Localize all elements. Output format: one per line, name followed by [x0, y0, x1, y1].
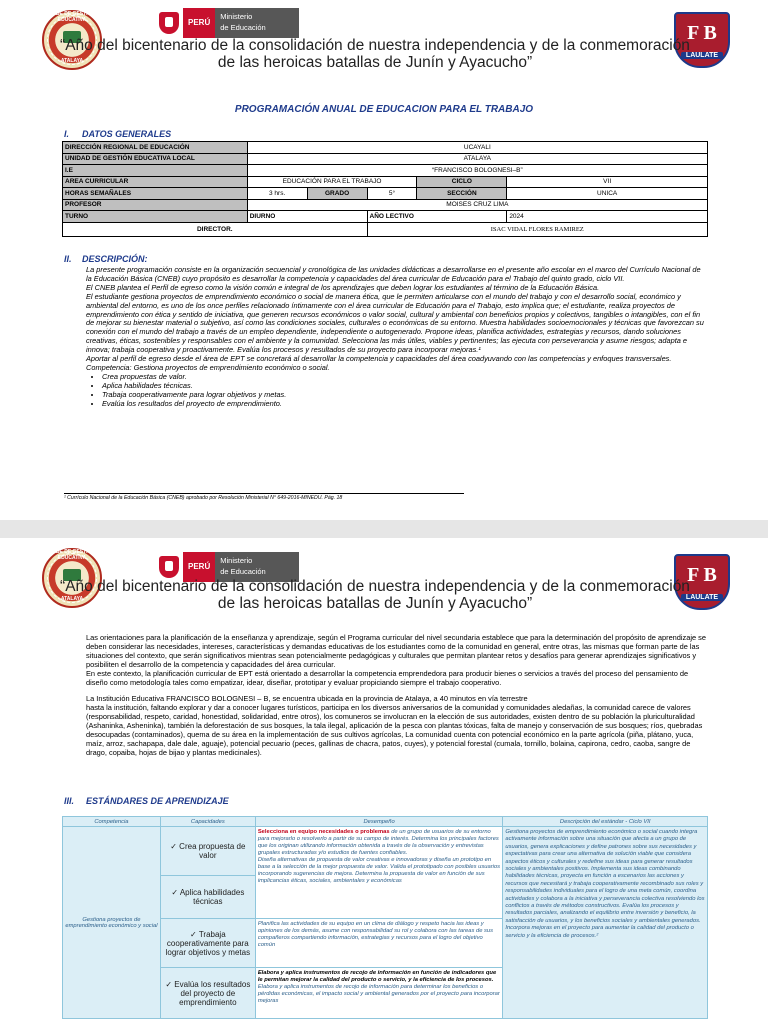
grado-value: 5°: [367, 188, 417, 200]
section-title: ESTÁNDARES DE APRENDIZAJE: [86, 796, 229, 806]
capacities-list: [86, 373, 706, 409]
desc-paragraph: El CNEB plantea el Perfil de egreso como la visión común e integral de los aprendizajes que deben lograr los estudiantes al término de la Educación Básica.: [86, 282, 600, 292]
turno-label: TURNO: [63, 211, 248, 223]
horas-label: HORAS SEMAÑALES: [63, 188, 248, 200]
seal-bottom-text: ATALAYA: [60, 58, 84, 64]
list-item: • Evalúa los resultados del proyecto de emprendimiento.: [102, 400, 706, 409]
capacity-cell: ✓ Crea propuesta de valor: [160, 827, 255, 876]
table-row: [63, 176, 708, 188]
table-row: [63, 188, 708, 200]
peru-label: PERÚ: [183, 552, 215, 582]
desempeno-text: de un grupo de usuarios de su entorno para mejorarlo o resolverlo a partir de su campo de interés. Determina los principales factores que los originan utilizando información obtenida a través de la observación y entrevistas grupales estructuradas y/o estudios de fuentes confiables.: [257, 829, 499, 856]
capacity-text: Crea propuesta de valor: [179, 842, 246, 860]
desempeno-text: Elabora y aplica instrumentos de recojo de información para determinar los beneficios o pérdidas económicas, el impacto social y ambiental generados por el proyecto para incorporar mejoras: [257, 984, 500, 1004]
desempeno-text: Planifica las actividades de su equipo en un clima de diálogo y respeto hacia las ideas y opiniones de los demás, asume con responsabilidad su rol y colabora con las tareas de sus compañeros compartiendo información, estrategias y recursos para el logro del objetivo común: [257, 921, 494, 948]
area-label: AREA CURRICULAR: [63, 176, 248, 188]
column-header: Desempeño: [255, 817, 503, 827]
seccion-value: UNICA: [507, 188, 708, 200]
competencia-cell: Gestiona proyectos de emprendimiento económico y social: [63, 827, 161, 1019]
desempeno-cell: [255, 827, 503, 919]
section-title: DATOS GENERALES: [82, 129, 172, 139]
profesor-value: MOISES CRUZ LIMA: [247, 199, 707, 211]
year-motto: “Año del bicentenario de la consolidación de nuestra independencia y de la conmemoración de las heroicas batallas de Junín y Ayacucho”: [60, 37, 690, 71]
desc-paragraph: La presente programación consiste en la organización secuencial y cronológica de las unidades didácticas a desarrollarse en el presente año escolar en el marco del Currículo Nacional de la Educación Básica (CNEB) cuyo propósito es desarrollar la competencia y capacidades del área curricular de Educación para el Trabajo del quinto grado, ciclo VII.: [86, 265, 701, 283]
table-row: [63, 222, 708, 236]
section-heading-description: [64, 254, 148, 264]
seal-top-text: CEBE DE GESTIÓN EDUCATIVA: [48, 11, 96, 23]
standard-description-cell: Gestiona proyectos de emprendimiento económico o social cuando integra activamente información sobre una situación que afecta a un grupo de usuarios, genera explicaciones y define patrones sobre sus necesidades y expectativas para crear una alternativa de solución viable que considera aspectos éticos y culturales y redefine sus ideas para generar resultados sociales y ambientales positivos. Implementa sus ideas combinando habilidades técnicas, proyecta en función a escenarios las acciones y recursos que necesitará y trabaja cooperativamente recombinado sus roles y responsabilidades individuales para el logro de una meta común, coordina actividades y colabora a la iniciativa y perseverancia colectiva resolviendo los conflictos a través de métodos constructivos. Evalúa los procesos y resultados parciales, analizando el equilibrio entre inversión y beneficio, la satisfacción de usuarios, y los beneficios sociales y ambientales generados. Incorpora mejoras en el proyecto para aumentar la calidad del producto o servicio y la eficiencia de procesos.²: [503, 827, 708, 1019]
desc-paragraph: Competencia: Gestiona proyectos de emprendimiento económico o social.: [86, 362, 330, 372]
capacity-cell: ✓ Evalúa los resultados del proyecto de emprendimiento: [160, 968, 255, 1019]
ie-value: “FRANCISCO BOLOGNESI–B”: [247, 165, 707, 177]
document-title: PROGRAMACIÓN ANUAL DE EDUCACION PARA EL TRABAJO: [234, 104, 534, 115]
list-item: • Aplica habilidades técnicas.: [102, 382, 706, 391]
laulate-label: LAULATE: [681, 594, 723, 601]
desc-paragraph: El estudiante gestiona proyectos de emprendimiento económico o social de manera ética, que le permiten articularse con el mundo del trabajo y con el desarrollo social, económico y ambiental del entorno, es uno de los once perfiles relacionado íntimamente con el área curricular de Educación para el Trabajo, esto implica que; el estudiante, realiza proyectos de emprendimiento con ética y sentido de iniciativa, que generen recursos económicos o valor social, cultural y ambiental con beneficios propios y colectivos, tangibles o intangibles, con el fin de mejorar su bienestar material o subjetivo, así como las condiciones sociales, culturales o económicas de su entorno. Muestra habilidades socioemocionales y técnicas que favorezcan su conexión con el mundo del trabajo a través de un empleo dependiente, independiente o autogenerado. Propone ideas, planifica actividades, estrategias y recursos, dando soluciones creativas, éticas, sostenibles y responsables con el ambiente y la comunidad. Selecciona las más útiles, viables y pertinentes; las ejecuta con perseverancia y asume riesgos; adapta e innova; trabaja cooperativa y proactivamente. Evalúa los procesos y resultados de su proyecto para incorporar mejoras.¹: [86, 291, 704, 355]
peru-shield-icon: [159, 12, 179, 34]
column-header: Descripción del estándar - Ciclo VII: [503, 817, 708, 827]
ugel-label: UNIDAD DE GESTIÓN EDUCATIVA LOCAL: [63, 153, 248, 165]
dre-label: DIRECCIÓN REGIONAL DE EDUCACIÓN: [63, 142, 248, 154]
ugel-value: ATALAYA: [247, 153, 707, 165]
desempeno-text: Diseña alternativas de propuesta de valor creativas e innovadoras y diseña un prototipo en base a la selección de la mejor propuesta de valor. Valida el prototipado con posibles usuarios incorporando sugerencias de mejora. Determina la propuesta de valor en función de sus implicancias éticas, sociales, ambientales y económicas: [257, 857, 501, 884]
context-text: La Institución Educativa FRANCISCO BOLOGNESI – B, se encuentra ubicada en la provincia de Atalaya, a 40 minutos en vía terrestre: [86, 694, 528, 704]
general-data-table: [62, 141, 708, 237]
peru-label: PERÚ: [183, 8, 215, 38]
turno-value: DIURNO: [247, 211, 367, 223]
seal-top-text: CEBE DE GESTIÓN EDUCATIVA: [48, 549, 96, 561]
seccion-label: SECCIÓN: [417, 188, 507, 200]
desempeno-highlight: Selecciona en equipo necesidades o problemas: [257, 829, 390, 835]
ciclo-value: VII: [507, 176, 708, 188]
laulate-label: LAULATE: [681, 52, 723, 59]
list-item: • Crea propuestas de valor.: [102, 373, 706, 382]
area-value: EDUCACIÓN PARA EL TRABAJO: [247, 176, 417, 188]
ministerio-text: Ministerio: [220, 12, 253, 21]
minedu-logo: [159, 8, 299, 38]
context-text: En este contexto, la planificación curricular de EPT está orientado a desarrollar la competencia emprendedora para producir bienes o servicios a través del proceso del pensamiento de diseño como metodología tales como empatizar, idear, diseñar, prototipar y evaluar propiciando siempre el trabajo cooperativo.: [86, 668, 689, 687]
table-row: [63, 153, 708, 165]
list-item: • Trabaja cooperativamente para lograr objetivos y metas.: [102, 391, 706, 400]
section-heading-standards: [64, 796, 229, 806]
document-page-2: [0, 538, 768, 1024]
dre-value: UCAYALI: [247, 142, 707, 154]
fb-monogram: F B: [687, 22, 717, 44]
peru-shield-icon: [159, 556, 179, 578]
footnote: ¹ Currículo Nacional de la Educación Básica (CNEB) aprobado por Resolución Ministerial N° 649-2016-MINEDU. Pág. 18: [64, 493, 464, 501]
capacity-cell: ✓ Trabaja cooperativamente para lograr objetivos y metas: [160, 919, 255, 968]
column-header: Capacidades: [160, 817, 255, 827]
section-number: II.: [64, 254, 72, 264]
context-text: Las orientaciones para la planificación de la enseñanza y aprendizaje, según el Programa curricular del nivel secundaria establece que para la determinación del propósito de aprendizaje se deben considerar las necesidades, intereses, características y demandas educativas de los estudiantes como de la comunidad en general, entre otras, las mismas que forman parte de las situaciones del contexto, que serán significativos mientras sean potencialmente pedagógicas y culturales que permitan plantear retos y desafíos para generar aprendizajes significativos y posibiliten el desarrollo de la competencia y capacidades del área curricular.: [86, 633, 706, 669]
director-label: DIRECTOR.: [63, 222, 368, 236]
table-row: [63, 165, 708, 177]
section-number: I.: [64, 129, 70, 139]
ministerio-label: [215, 8, 299, 38]
seal-bottom-text: ATALAYA: [60, 596, 84, 602]
profesor-label: PROFESOR: [63, 199, 248, 211]
ministerio-text: Ministerio: [220, 556, 253, 565]
year-motto: “Año del bicentenario de la consolidación de nuestra independencia y de la conmemoración de las heroicas batallas de Junín y Ayacucho”: [60, 578, 690, 612]
context-paragraph: [86, 634, 706, 687]
table-row: [63, 199, 708, 211]
section-number: III.: [64, 796, 75, 806]
section-heading-general: [64, 129, 171, 139]
capacity-cell: ✓ Aplica habilidades técnicas: [160, 876, 255, 919]
capacity-text: Aplica habilidades técnicas: [179, 888, 245, 906]
capacity-text: Evalúa los resultados del proyecto de emprendimiento: [174, 979, 251, 1007]
table-row: [63, 142, 708, 154]
desempeno-cell: [255, 919, 503, 968]
table-row: [63, 827, 708, 876]
desc-paragraph: Aportar al perfil de egreso desde el área de EPT se concretará al desarrollar la competencia y capacidades del área coadyuvando con las competencias y enfoques transversales.: [86, 354, 672, 364]
ie-label: I.E: [63, 165, 248, 177]
context-paragraph: [86, 695, 706, 757]
desempeno-text: Elabora y aplica instrumentos de recojo de información en función de indicadores que le permitan mejorar la calidad del producto o servicio, y la eficiencia de los procesos.: [257, 970, 497, 983]
section-title: DESCRIPCIÓN:: [82, 254, 148, 264]
standards-table: [62, 816, 708, 1019]
capacity-text: Trabaja cooperativamente para lograr objetivos y metas: [165, 929, 251, 957]
ciclo-label: CICLO: [417, 176, 507, 188]
fb-monogram: F B: [687, 564, 717, 586]
director-value: ISAC VIDAL FLORES RAMIREZ: [367, 222, 707, 236]
anio-value: 2024: [507, 211, 708, 223]
desempeno-cell: [255, 968, 503, 1019]
horas-value: 3 hrs.: [247, 188, 307, 200]
educacion-text: de Educación: [220, 23, 266, 32]
table-row: [63, 211, 708, 223]
anio-label: AÑO LECTIVO: [367, 211, 507, 223]
grado-label: GRADO: [307, 188, 367, 200]
description-body: [86, 266, 706, 409]
column-header: Competencia: [63, 817, 161, 827]
context-body: [86, 634, 706, 758]
context-text: hasta la institución, faltando explorar y dar a conocer lugares turísticos, participa en los diversos aniversarios de la comunidad y comunidades aledañas, la comunidad carece de valores (responsabilidad, respeto, caridad, honestidad, solidaridad, entre otros), los comuneros se involucran en la elección de sus autoridades, existen dentro de su población la pluriculturalidad (Ashaninka, Asheninka), también la deforestación de sus bosques, la tala ilegal, aplicación de la pesca con plantas tóxicas, falta de manejo y conservación de sus bosques; ríos, quebradas desocupadas (contaminados), quema de su área en la implementación de sus cultivos agrícolas, La comunidad cuenta con potencial económico en la parte agrícola (piña, plátano, yuca, maíz, arroz, sachapapa, dale dale, aguaje), potencial pecuario (peces, gallinas de chacra, patos, cuyes), y potencial forestal (cumala, tornillo, bolaina, capirona, cedro, caoba, sangre de drago, copaiba, hojas de bijao y plantas medicinales).: [86, 703, 703, 757]
educacion-text: de Educación: [220, 567, 266, 576]
table-header-row: [63, 817, 708, 827]
